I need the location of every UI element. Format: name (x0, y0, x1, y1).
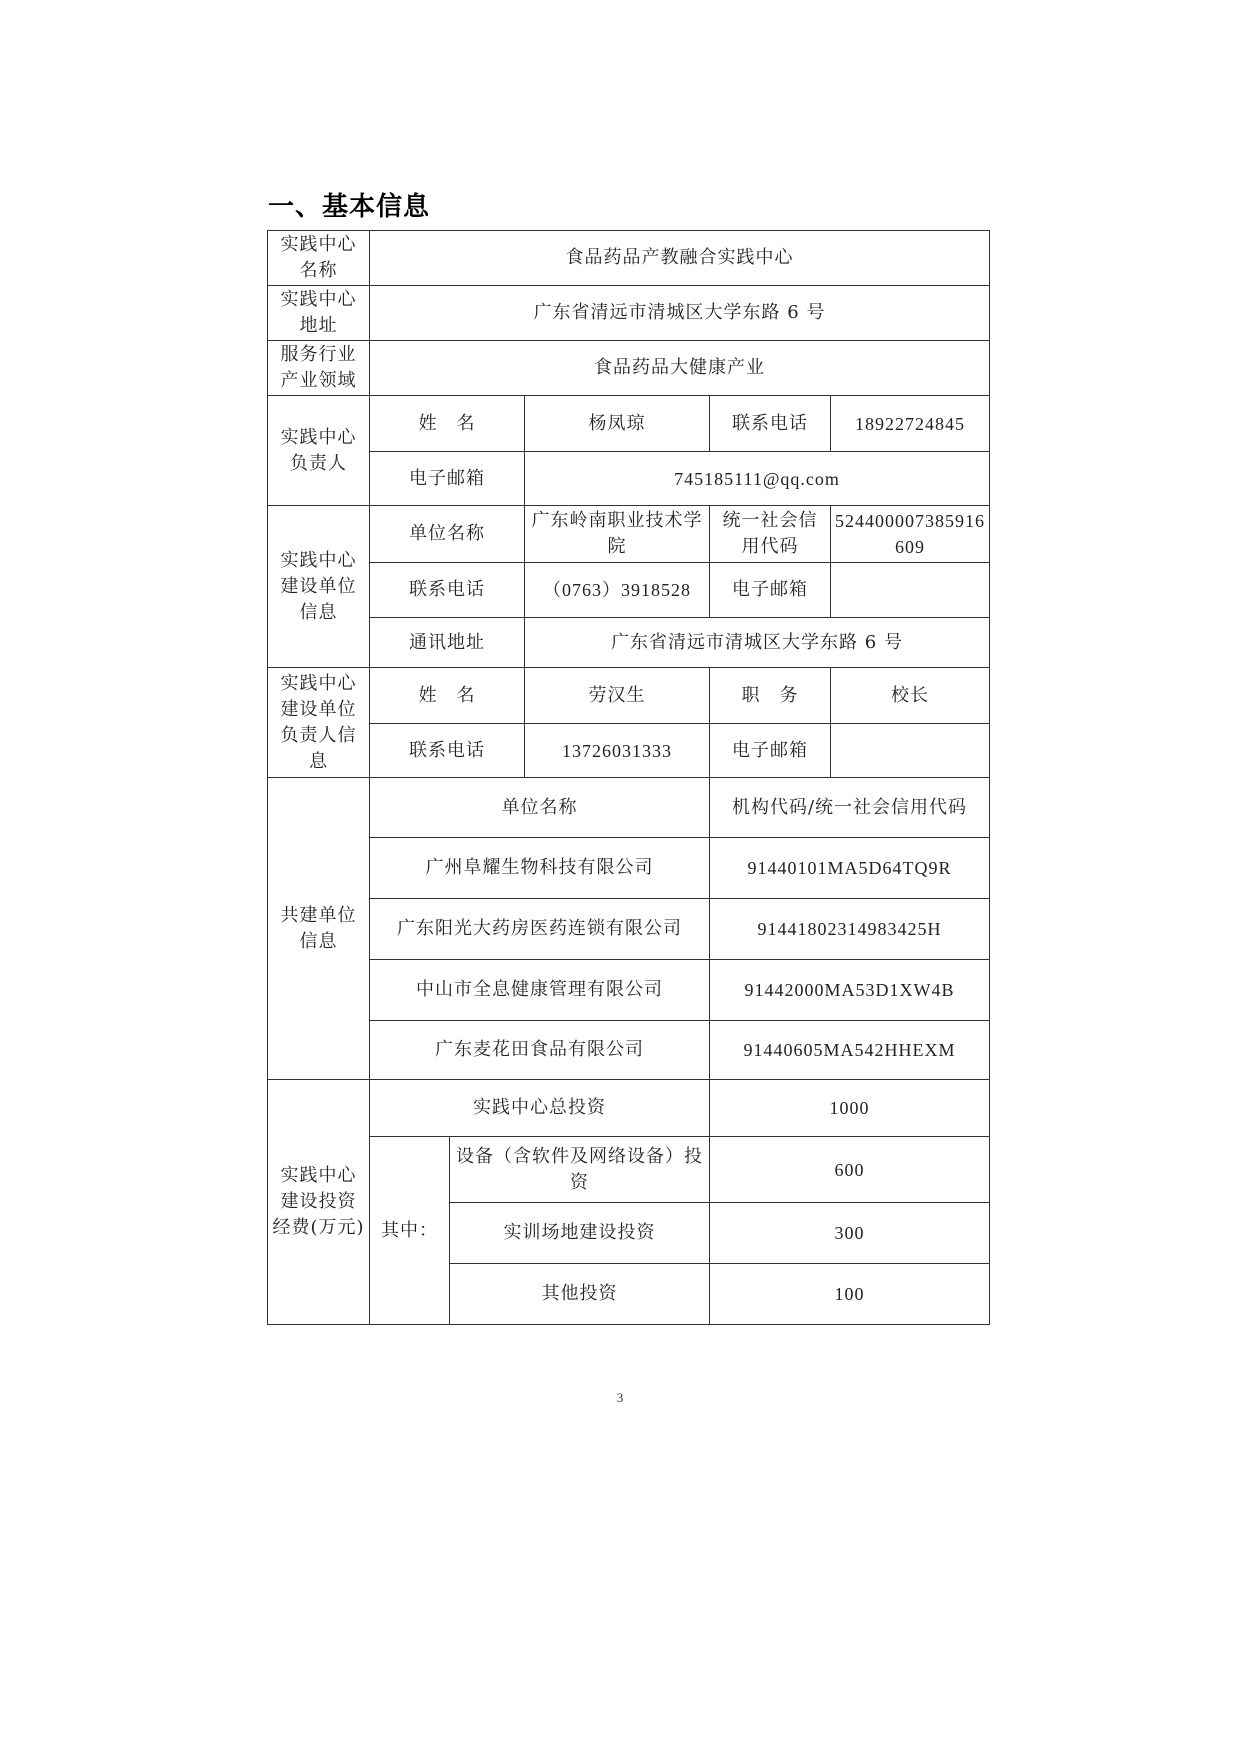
partner-code: 91440101MA5D64TQ9R (710, 838, 990, 899)
partner-name: 广东麦花田食品有限公司 (370, 1021, 710, 1080)
partner-code: 91442000MA53D1XW4B (710, 960, 990, 1021)
partner-row (268, 1021, 990, 1080)
builder-address: 广东省清远市清城区大学东路 6 号 (525, 618, 990, 668)
investment-of-which: 其中： (370, 1137, 450, 1325)
center-lead-name-label: 姓 名 (370, 396, 525, 452)
builder-credit-code-label: 统一社会信用代码 (710, 506, 831, 563)
builder-unit-name: 广东岭南职业技术学院 (525, 506, 710, 563)
builder-row-3 (268, 618, 990, 668)
builder-lead-email-label: 电子邮箱 (710, 724, 831, 778)
center-lead-phone-label: 联系电话 (710, 396, 831, 452)
service-industry-value: 食品药品大健康产业 (370, 341, 990, 396)
builder-lead-phone-label: 联系电话 (370, 724, 525, 778)
builder-email (831, 563, 990, 618)
center-name-label: 实践中心名称 (268, 231, 370, 286)
builder-lead-row-2 (268, 724, 990, 778)
center-address-row (268, 286, 990, 341)
builder-lead-email (831, 724, 990, 778)
center-lead-row-2 (268, 452, 990, 506)
center-address-value: 广东省清远市清城区大学东路 6 号 (370, 286, 990, 341)
partners-label: 共建单位信息 (268, 778, 370, 1080)
center-name-row (268, 231, 990, 286)
builder-lead-phone: 13726031333 (525, 724, 710, 778)
investment-total-label: 实践中心总投资 (370, 1080, 710, 1137)
partner-row (268, 838, 990, 899)
builder-row-2 (268, 563, 990, 618)
center-lead-label: 实践中心负责人 (268, 396, 370, 506)
builder-row-1 (268, 506, 990, 563)
basic-info-table (267, 230, 990, 1325)
builder-label: 实践中心建设单位信息 (268, 506, 370, 668)
partner-name: 中山市全息健康管理有限公司 (370, 960, 710, 1021)
center-lead-name: 杨凤琼 (525, 396, 710, 452)
page-number: 3 (616, 1390, 624, 1405)
builder-credit-code: 524400007385916609 (831, 506, 990, 563)
center-name-value: 食品药品产教融合实践中心 (370, 231, 990, 286)
investment-item-row (268, 1137, 990, 1203)
builder-lead-label: 实践中心建设单位负责人信息 (268, 668, 370, 778)
investment-total: 1000 (710, 1080, 990, 1137)
partner-name: 广东阳光大药房医药连锁有限公司 (370, 899, 710, 960)
builder-phone-label: 联系电话 (370, 563, 525, 618)
builder-lead-name-label: 姓 名 (370, 668, 525, 724)
partner-code: 91440605MA542HHEXM (710, 1021, 990, 1080)
investment-item-value: 300 (710, 1203, 990, 1264)
service-industry-label: 服务行业产业领域 (268, 341, 370, 396)
center-lead-phone: 18922724845 (831, 396, 990, 452)
partners-header-row (268, 778, 990, 838)
partners-col-name: 单位名称 (370, 778, 710, 838)
investment-item-label: 其他投资 (450, 1264, 710, 1325)
builder-lead-row-1 (268, 668, 990, 724)
investment-item-label: 实训场地建设投资 (450, 1203, 710, 1264)
center-lead-email: 745185111@qq.com (525, 452, 990, 506)
partner-name: 广州阜耀生物科技有限公司 (370, 838, 710, 899)
investment-item-label: 设备（含软件及网络设备）投资 (450, 1137, 710, 1203)
section-heading: 一、基本信息 (268, 192, 431, 222)
builder-unit-name-label: 单位名称 (370, 506, 525, 563)
center-address-label: 实践中心地址 (268, 286, 370, 341)
partner-code: 91441802314983425H (710, 899, 990, 960)
investment-label: 实践中心建设投资经费(万元) (268, 1080, 370, 1325)
builder-email-label: 电子邮箱 (710, 563, 831, 618)
builder-lead-title-label: 职 务 (710, 668, 831, 724)
partners-col-code: 机构代码/统一社会信用代码 (710, 778, 990, 838)
center-lead-row-1 (268, 396, 990, 452)
builder-lead-title: 校长 (831, 668, 990, 724)
builder-lead-name: 劳汉生 (525, 668, 710, 724)
investment-total-row (268, 1080, 990, 1137)
investment-item-value: 600 (710, 1137, 990, 1203)
builder-phone: （0763）3918528 (525, 563, 710, 618)
center-lead-email-label: 电子邮箱 (370, 452, 525, 506)
partner-row (268, 899, 990, 960)
investment-item-value: 100 (710, 1264, 990, 1325)
partner-row (268, 960, 990, 1021)
builder-address-label: 通讯地址 (370, 618, 525, 668)
service-industry-row (268, 341, 990, 396)
